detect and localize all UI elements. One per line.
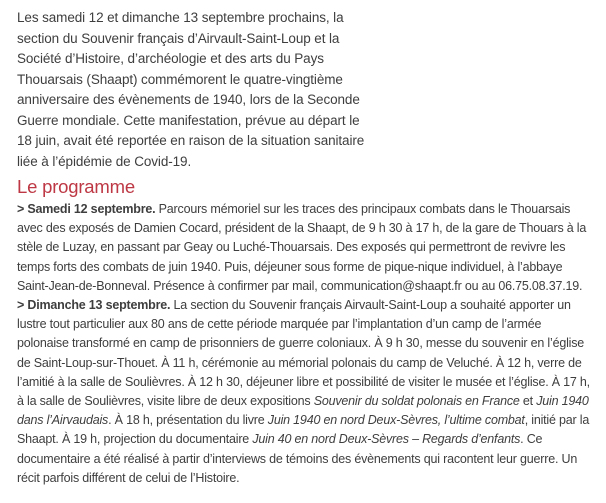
- intro-paragraph: Les samedi 12 et dimanche 13 septembre prochains, la section du Souvenir français d’Airvault-Saint-Loup et la Société d’Histoire, d’archéologie et des arts du Pays Thouarsais (Shaapt) commémorent le quatre-vingtième anniversaire des évènements de 1940, lors de la Seconde Guerre mondiale. Cette manifestation, prévue au départ le 18 juin, avait été reportée en raison de la situation sanitaire liée à l’épidémie de Covid-19.: [17, 10, 365, 169]
- text-segment: > Dimanche 13 septembre.: [17, 298, 171, 313]
- text-segment: La section du Souvenir français Airvault-Saint-Loup a souhaité apporter un lustre tout particulier aux 80 ans de cette période marquée par l’implantation d’un camp de l’armée polonaise transformé en camp de prisonniers de guerre coloniaux. À 9 h 30, messe du souvenir en l’église de Saint-Loup-sur-Thouet. À 11 h, cérémonie au mémorial polonais du camp de Veluché. À 12 h, verre de l’amitié à la salle de Soulièvres. À 12 h 30, déjeuner libre et possibilité de visiter le musée et l’église. À 17 h, à la salle de Soulièvres, visite libre de deux expositions: [17, 298, 590, 409]
- text-segment: . À 18 h, présentation du livre: [108, 413, 268, 428]
- program-paragraphs: [17, 200, 591, 488]
- text-segment: Juin 1940 dans l’Airvaudais: [17, 394, 589, 428]
- text-segment: Souvenir du soldat polonais en France: [313, 394, 520, 409]
- program-heading: Le programme: [17, 176, 135, 197]
- text-segment: Juin 40 en nord Deux-Sèvres – Regards d’enfants: [252, 432, 521, 447]
- text-segment: Parcours mémoriel sur les traces des principaux combats dans le Thouarsais avec des exposés de Damien Cocard, président de la Shaapt, de 9 h 30 à 17 h, de la gare de Thouars à la stèle de Luzay, en passant par Geay ou Luché-Thouarsais. Des exposés qui permettront de revivre les temps forts des combats de juin 1940. Puis, déjeuner sous forme de pique-nique individuel, à l’abbaye Saint-Jean-de-Bonneval. Présence à confirmer par mail, communication@shaapt.fr ou au 06.75.08.37.19.: [17, 202, 587, 293]
- text-segment: . Ce documentaire a été réalisé à partir d’interviews de témoins des évènements qui racontent leur guerre. Un récit parfois différent de celui de l’Histoire.: [17, 432, 578, 485]
- text-segment: et: [519, 394, 537, 409]
- text-segment: Juin 1940 en nord Deux-Sèvres, l’ultime combat: [267, 413, 525, 428]
- text-segment: > Samedi 12 septembre.: [17, 202, 156, 216]
- program-paragraph-dimanche-13-septembre: [17, 296, 591, 488]
- program-paragraph-samedi-12-septembre: [17, 200, 591, 296]
- text-segment: , initié par la Shaapt. À 19 h, projection du documentaire: [17, 413, 590, 447]
